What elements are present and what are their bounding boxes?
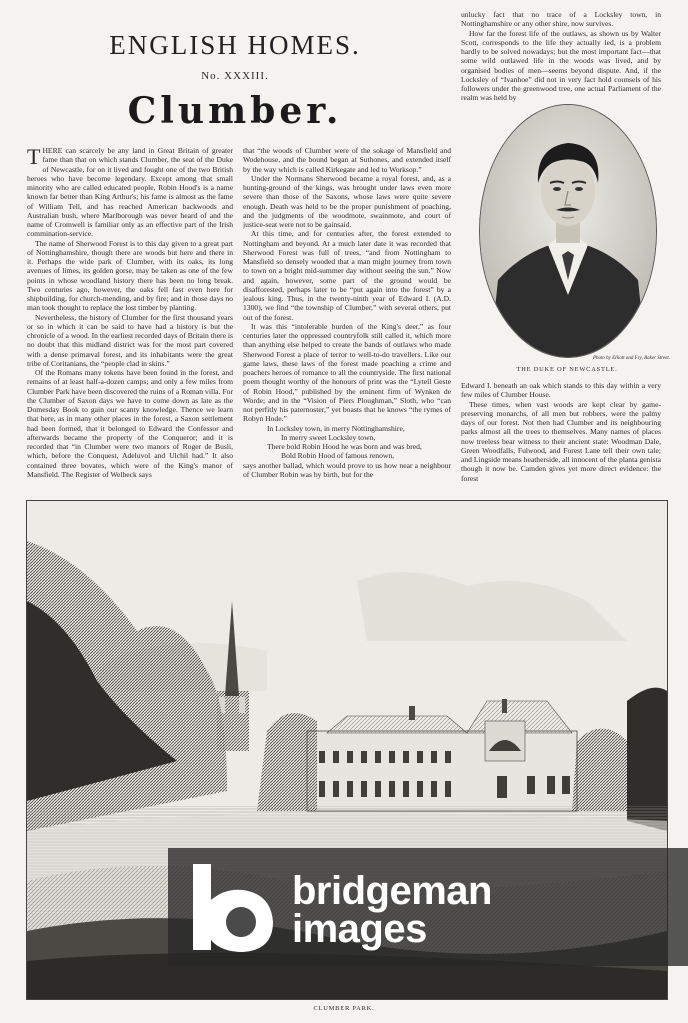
- paragraph: It was this “intolerable burden of the King's deer,” as four centuries later the oppressed countryfolk still called it, which more than anything else helped to create the bands of outlaws who made Sherwood Forest a place of terror to well-to-do travellers. Like our game laws, these laws of the forest made poaching a crime and poachers heroes of romance to all the countryside. The first national poem thought worthy of the honours of print was the “Lytell Geste of Robin Hood,” published by the eminent firm of Wynken de Worde; and in the “Vision of Piers Ploughman,” Sloth, who “can not perfitly his paternoster,” yet boasts that he knows “the rymes of Robyn Hode.”: [243, 321, 451, 424]
- paragraph: Nevertheless, the history of Clumber for the first thousand years or so in which it can be said to have had a history is but the chronicle of a wood. In the earliest recorded days of Britain there is no doubt that this midland district was for the most part covered with a dense primæval forest, and its inhabitants were the great tribe of Coritanians, the “people clad in skins.”: [27, 312, 233, 368]
- paragraph: These times, when vast woods are kept clear by game-preserving monarchs, of all men but robbers, were the palmy days of our forest. Not then had Clumber and its neighbouring parks almost all the trees to themselves. Many names of places now treeless bear witness to their ancient state: Woodman Dale, Green Woodfalls, Fulwood, and Forest Lane tell their own tale; and Lingside means heatherside, all innocent of the planta genista though it now be. Camden gives yet more direct evidence: the forest: [461, 399, 661, 483]
- bridgeman-logo-icon: [185, 860, 283, 955]
- portrait-illustration: [480, 105, 656, 357]
- text-column-3: [461, 10, 661, 102]
- verse-line: Bold Robin Hood of famous renown,: [281, 451, 395, 461]
- photo-credit: Photo by Elliott and Fry, Baker Street.: [592, 356, 670, 361]
- watermark-line-2: images: [292, 907, 427, 951]
- verse-line: In merry sweet Locksley town,: [281, 432, 376, 442]
- series-number: No. XXXIII.: [201, 70, 269, 82]
- paragraph: The name of Sherwood Forest is to this day given to a great part of Nottinghamshire, though there are woods but here and there in it. Perhaps the wide park of Clumber, with its oaks, its long avenues of limes, its golden gorse, may be taken as one of the few points in whose woodland history there has been no long break. Two centuries ago, however, the oaks fell fast even here for shipbuilding, for church-mending, and by fire; and in those days no man took thought to replace the lost timber by planting.: [27, 238, 233, 313]
- drop-cap: T: [27, 146, 41, 169]
- watermark-line-1: bridgeman: [292, 869, 492, 913]
- paragraph: Of the Romans many tokens have been found in the forest, and remains of at least half-a-dozen camps; and only a few miles from Clumber Park have been discovered the ruins of a Roman villa. For the Clumber of Saxon days we have to come down as late as the Domesday Book to gain our scanty knowledge. Thence we learn that here, as in many other places in the forest, a Saxon settlement had been formed, that it belonged to Edward the Confessor and afterwards became the property of the Conqueror; and it is recorded that “in Clumber were two manors of Roger de Busli, which, before the Conquest, Adeluvol and Ulchil had.” It also contained three bovates, which were of the King's manor of Mansfield. The Register of Welbeck says: [27, 368, 233, 479]
- page-title: ENGLISH HOMES.: [109, 30, 361, 60]
- paragraph: that “the woods of Clumber were of the sokage of Mansfield and Wodehouse, and the bound began at Suthones, and extended itself by the way which is called Kirkegate and led to Worksop.”: [243, 146, 451, 174]
- paragraph: How far the forest life of the outlaws, as shown us by Walter Scott, corresponds to the life they actually led, is a problem hardly to be solved nowadays; but the most important fact—that some wild outlawed life in the woods was lived, and by organised bodies of men—seems beyond dispute. And, if the Locksley of “Ivanhoe” did not in very fact hold counsels of his followers under the greenwood tree, one actual Parliament of the realm was held by: [461, 28, 661, 102]
- verse-line: In Locksley town, in merry Nottinghamshire,: [267, 423, 405, 433]
- text-column-1: [27, 146, 233, 486]
- text-column-4: [461, 381, 661, 486]
- paragraph: At this time, and for centuries after, the forest extended to Nottingham and beyond. At a much later date it was recorded that Sherwood Forest was full of trees, “and from Nottingham to Mansfield so densely wooded that a man might journey from town to town on a bright mid-summer day without seeing the sun.” Now and again, however, some part of the ground would be disafforested, perhaps later to be “put again into the forest” by a jealous king. Thus, in the twenty-ninth year of Edward I. (A.D. 1300), we find “the township of Clumber,” with several others, put out of the forest.: [243, 229, 451, 322]
- watermark-text: [292, 869, 492, 951]
- paragraph: unlucky fact that no trace of a Locksley town, in Nottinghamshire or any other shire, now survives.: [461, 10, 661, 29]
- portrait-caption: THE DUKE OF NEWCASTLE.: [516, 366, 618, 373]
- paragraph: Under the Normans Sherwood became a royal forest, and, as a hunting-ground of the kings, was brought under laws even more severe than those of the Saxons, whose laws were quite severe enough. Death was held to be the proper punishment of poaching, and the judgments of the woodmote, swainmote, and court of justice-seat were not to be gainsaid.: [243, 173, 451, 229]
- engraving-caption: CLUMBER PARK.: [313, 1005, 375, 1012]
- article-heading: Clumber.: [127, 90, 343, 132]
- paragraph: Edward I. beneath an oak which stands to this day within a very few miles of Clumber House.: [461, 381, 661, 400]
- paragraph: says another ballad, which would prove to us how near a neighbour of Clumber Robin was by birth, but for the: [243, 460, 451, 479]
- verse-line: There bold Robin Hood he was born and was bred,: [267, 442, 422, 451]
- text-column-2: [243, 146, 451, 486]
- paragraph: HERE can scarcely be any land in Great Britain of greater fame than that on which stands Clumber, the seat of the Duke of Newcastle, for on it lived and fought one of the two British heroes who have become legendary. Except among that small minority who are called educated people, Robin Hood's is a name known far better than King Arthur's; his fame is almost as the fame of William Tell, and has reached American backwoods and Australian bush, where Marlborough was never heard of and the name of Cromwell is familiar only as an effective part of the Irish commination-service.: [27, 146, 233, 239]
- portrait-photo: [479, 104, 657, 358]
